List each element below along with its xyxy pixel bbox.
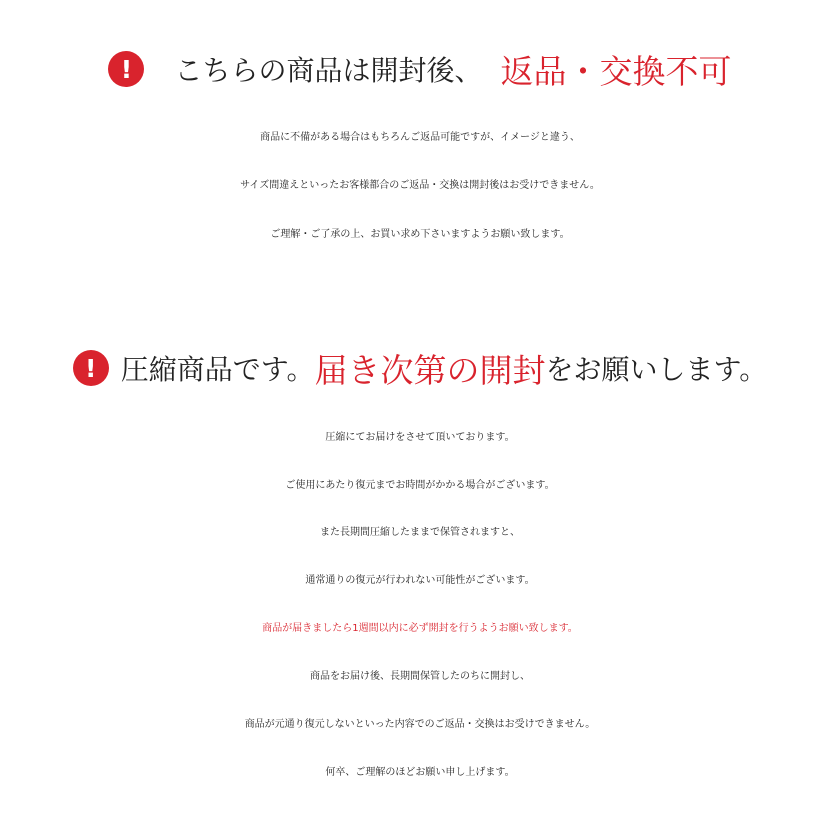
- section2-line-2: ご使用にあたり復元までお時間がかかる場合がございます。: [285, 480, 555, 491]
- section1-heading: [0, 44, 840, 94]
- section2-line-6: 商品をお届け後、長期間保管したのちに開封し、: [310, 671, 530, 682]
- section2-line-5-highlight: 商品が届きましたら1週間以内に必ず開封を行うようお願い致します。: [262, 623, 578, 634]
- section1-line-1: 商品に不備がある場合はもちろんご返品可能ですが、イメージと違う、: [260, 132, 580, 143]
- section1-line-3: ご理解・ご了承の上、お買い求め下さいますようお願い致します。: [270, 229, 570, 240]
- section2-heading: [0, 343, 840, 393]
- section2-line-7: 商品が元通り復元しないといった内容でのご返品・交換はお受けできません。: [244, 719, 596, 730]
- exclamation-circle-icon: !: [73, 350, 109, 386]
- section1-heading-text: こちらの商品は開封後、: [174, 54, 483, 87]
- section1-heading-emphasis: 返品・交換不可: [500, 51, 732, 91]
- section2-line-4: 通常通りの復元が行われない可能性がございます。: [305, 575, 535, 586]
- section2-line-8: 何卒、ご理解のほどお願い申し上げます。: [325, 767, 515, 778]
- exclamation-circle-icon: !: [108, 51, 144, 87]
- section2-heading-suffix: をお願いします。: [545, 353, 768, 386]
- section2-heading-emphasis: 届き次第の開封: [314, 350, 546, 390]
- section1-line-2: サイズ間違えといったお客様都合のご返品・交換は開封後はお受けできません。: [240, 180, 600, 191]
- section2-heading-prefix: 圧縮商品です。: [120, 353, 315, 386]
- section2-line-1: 圧縮にてお届けをさせて頂いております。: [325, 432, 515, 443]
- section2-line-3: また長期間圧縮したままで保管されますと、: [320, 527, 520, 538]
